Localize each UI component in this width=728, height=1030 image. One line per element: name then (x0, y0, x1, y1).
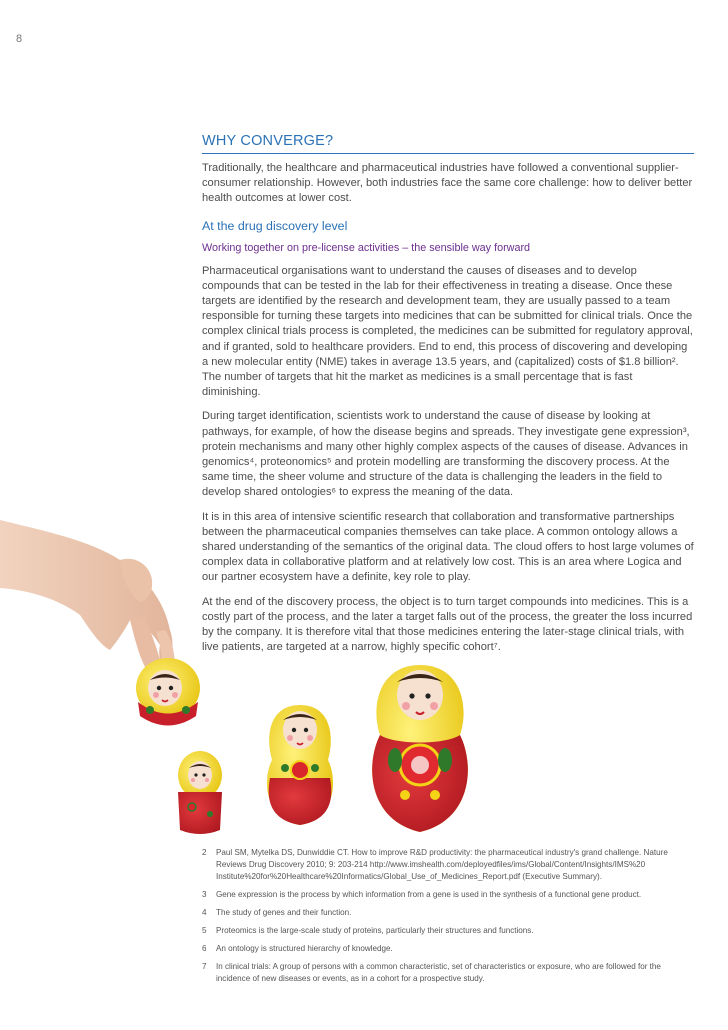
footnote-item (202, 847, 692, 883)
footnote-text: Proteomics is the large-scale study of proteins, particularly their structures and functions. (216, 926, 534, 935)
hand-image (0, 520, 175, 674)
footnote-number: 3 (202, 890, 207, 899)
footnote-item (202, 907, 692, 919)
intro-paragraph: Traditionally, the healthcare and pharmaceutical industries have followed a conventional supplier-consumer relationship. However, both industries face the same core challenge: how to deliver better health outcomes at lower cost. (202, 162, 693, 205)
footnote-number: 6 (202, 944, 207, 953)
page-title: WHY CONVERGE? (202, 133, 694, 154)
footnote-item (202, 925, 692, 937)
footnote-text: Gene expression is the process by which information from a gene is used in the synthesis of a functional gene product. (216, 890, 642, 899)
matryoshka-dolls-illustration (0, 520, 500, 840)
body-paragraph-2: During target identification, scientists work to understand the cause of disease by looking at pathways, for example, of how the disease begins and spreads. They investigate gene expression³, protein mechanisms and many other highly complex aspects of the causes of disease. Advances in genomics⁴, proteonomics⁵ and protein modelling are transforming the discovery process. At the same time, the sheer volume and structure of the data is challenging the leaders in the field to develop shared ontologies⁶ to express the meaning of the data. (202, 410, 690, 499)
footnote-item (202, 961, 692, 985)
doll-small (178, 751, 222, 834)
footnote-text: The study of genes and their function. (216, 908, 352, 917)
doll-held (136, 658, 200, 726)
footnote-text: Paul SM, Mytelka DS, Dunwiddie CT. How to improve R&D productivity: the pharmaceutical industry's grand challenge. Nature Reviews Drug Discovery 2010; 9: 203-214 http://www.imshealth.com/deployedfiles/ims/Global/Content/Insights/IMS%20 Institute%20for%20Healthcare%20Informatics/Global_Use_of_Medicines_Report.pdf (Executive Summary). (216, 848, 668, 881)
footnote-item (202, 889, 692, 901)
footnote-number: 2 (202, 848, 207, 857)
section-sub-subheading: Working together on pre-license activities – the sensible way forward (202, 241, 531, 254)
body-paragraph-3: It is in this area of intensive scientific research that collaboration and transformative partnerships between the pharmaceutical companies themselves can take place. A common ontology allows a shared understanding of the semantics of the original data. The cloud offers to host large volumes of complex data in collaborative platform and at relatively low cost. This is an area where Logica and our partner ecosystem have a definite, key role to play. (202, 510, 694, 584)
section-subheading: At the drug discovery level (202, 218, 348, 233)
footnote-item (202, 943, 692, 955)
footnote-number: 4 (202, 908, 207, 917)
footnote-text: An ontology is structured hierarchy of knowledge. (216, 944, 393, 953)
doll-medium (267, 705, 333, 825)
body-paragraph-1: Pharmaceutical organisations want to understand the causes of diseases and to develop compounds that can be tested in the lab for their effectiveness in treating a disease. Once these targets are identified by the research and development team, they are usually passed to a team responsible for turning these targets into medicines that can be submitted for clinical trials. Once the complex clinical trials process is completed, the medicines can be submitted for regulatory approval, and if granted, sold to healthcare providers. End to end, this process of discovering and developing a new molecular entity (NME) takes in average 13.5 years, and (capitalized) costs of $1.8 billion². The number of targets that hit the market as medicines is a small percentage that is fast diminishing. (202, 264, 693, 399)
footnotes (202, 847, 692, 991)
page-number: 8 (16, 33, 23, 45)
footnote-number: 7 (202, 962, 207, 971)
footnote-text: In clinical trials: A group of persons with a common characteristic, set of characteristics or exposure, who are followed for the incidence of new diseases or events, as in a cohort for a prospective study. (216, 962, 661, 983)
doll-large (372, 665, 468, 832)
footnote-number: 5 (202, 926, 207, 935)
body-paragraph-4: At the end of the discovery process, the object is to turn target compounds into medicines. This is a costly part of the process, and the later a target falls out of the process, the greater the loss incurred by the company. It is therefore vital that those medicines entering the later-stage clinical trials, with live patients, are targeted at a narrow, highly specific cohort⁷. (202, 595, 693, 654)
